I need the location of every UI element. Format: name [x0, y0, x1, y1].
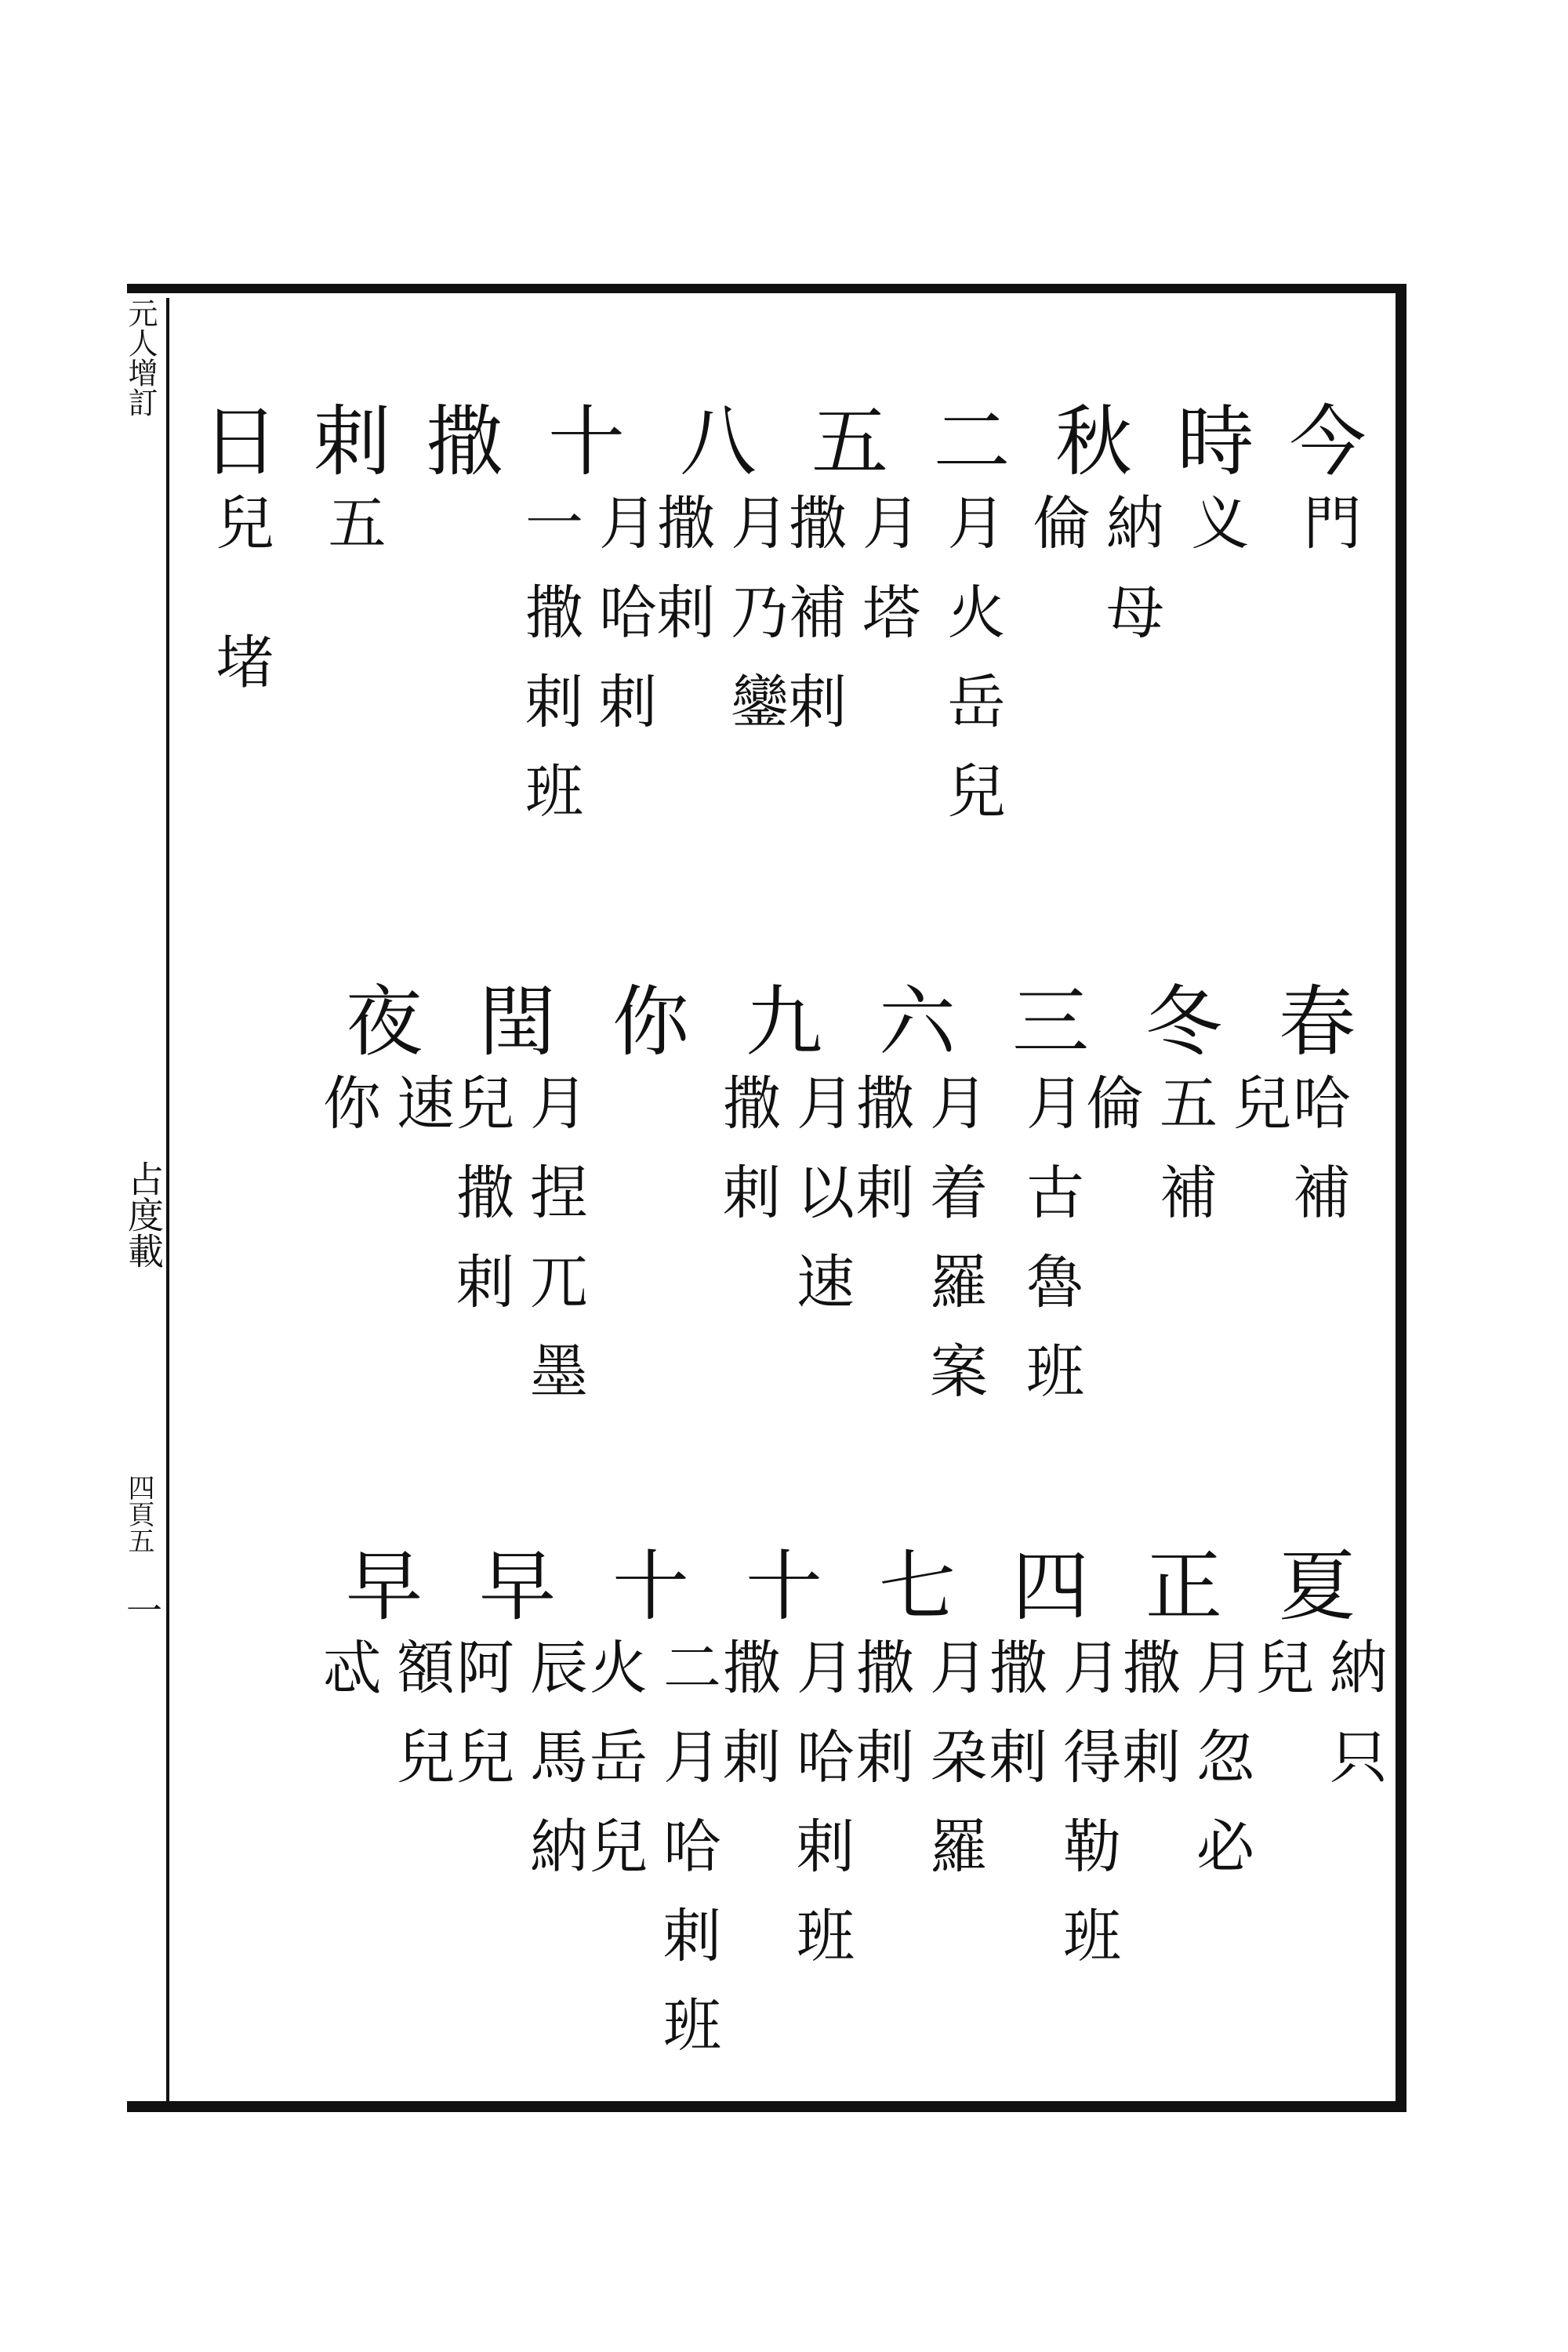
margin-page-number: 四頁五 — [123, 1474, 154, 1554]
transliteration-text: 納母 — [1097, 492, 1164, 671]
term-headword: 十 — [745, 1542, 822, 1632]
transliteration-group — [314, 1637, 455, 1816]
term-headword: 冬 — [1145, 978, 1222, 1067]
term-column — [1247, 1537, 1388, 2085]
transliteration-text: 你 — [314, 1073, 381, 1162]
term-column — [779, 392, 920, 988]
term-column — [584, 972, 717, 1521]
term-column — [847, 1537, 988, 2085]
transliteration-group — [1017, 1073, 1084, 1430]
transliteration-text: 月以速 — [787, 1073, 855, 1341]
transliteration-text: 撒剌 — [980, 1637, 1047, 1816]
term-headword: 十 — [547, 397, 625, 487]
transliteration-text: 撒剌 — [1113, 1637, 1181, 1816]
transliteration-text: 撒剌 — [847, 1073, 914, 1251]
term-headword: 正 — [1145, 1542, 1222, 1632]
term-column — [447, 1537, 588, 2085]
term-headword: 早 — [345, 1542, 423, 1632]
term-column — [1250, 972, 1384, 1521]
transliteration-text: 月乃鑾 — [721, 492, 789, 760]
term-headword: 日 — [201, 397, 279, 487]
transliteration-group — [318, 492, 387, 582]
transliteration-text: 倫 — [1023, 492, 1091, 582]
transliteration-group — [1283, 1073, 1351, 1251]
transliteration-text: 阿兒 — [447, 1637, 514, 1816]
transliteration-text: 火岳兒 — [580, 1637, 648, 1905]
transliteration-text: 兒 堵 — [206, 492, 274, 721]
transliteration-text: 忒 — [314, 1637, 381, 1726]
term-column — [980, 1537, 1121, 2085]
margin-strip — [118, 298, 172, 2101]
transliteration-text: 門 — [1294, 492, 1362, 582]
term-headword: 閏 — [478, 978, 556, 1067]
transliteration-text: 月火岳兒 — [938, 492, 1006, 850]
transliteration-text: 二月哈剌班 — [654, 1637, 721, 2084]
transliteration-text: 納只 — [1320, 1637, 1388, 1816]
transliteration-group — [847, 1637, 988, 1905]
term-column — [847, 972, 988, 1521]
term-column — [1076, 972, 1291, 1521]
transliteration-text: 月古魯班 — [1017, 1073, 1084, 1430]
transliteration-text: 撒剌 — [847, 1637, 914, 1816]
transliteration-group — [1181, 492, 1250, 582]
term-headword: 五 — [811, 397, 888, 487]
transliteration-text: 辰馬納 — [521, 1637, 588, 1905]
transliteration-group — [1023, 492, 1164, 671]
term-column — [916, 392, 1028, 988]
transliteration-group — [938, 492, 1006, 850]
margin-chapter: 占度載 — [122, 1160, 165, 1269]
entry-block-1 — [184, 392, 1384, 988]
term-headword: 二 — [933, 397, 1011, 487]
transliteration-group — [447, 1073, 588, 1430]
term-column — [447, 972, 588, 1521]
term-headword: 今 — [1289, 397, 1367, 487]
margin-mark: 一 — [121, 1592, 163, 1628]
transliteration-group — [447, 1637, 588, 1905]
transliteration-text: 兒 — [1247, 1637, 1314, 1726]
transliteration-group — [847, 1073, 988, 1430]
transliteration-group — [516, 492, 657, 850]
term-column — [314, 1537, 455, 2085]
term-column — [314, 972, 455, 1521]
transliteration-text: 撒剌 — [648, 492, 715, 671]
transliteration-group — [1113, 1637, 1254, 1905]
term-column — [580, 1537, 721, 2085]
term-column — [648, 392, 789, 988]
transliteration-text: 月得勒班 — [1054, 1637, 1121, 1994]
term-headword: 六 — [878, 978, 956, 1067]
transliteration-group — [713, 1073, 855, 1341]
term-headword: 九 — [745, 978, 822, 1067]
term-column — [1272, 392, 1384, 988]
entry-block-3 — [184, 1537, 1388, 2085]
term-column — [408, 392, 521, 988]
entry-block-2 — [184, 972, 1384, 1521]
term-column — [1113, 1537, 1254, 2085]
term-column — [184, 392, 296, 988]
margin-title: 元人增訂 — [123, 298, 158, 417]
term-headword: 八 — [679, 397, 757, 487]
transliteration-group — [980, 1637, 1121, 1994]
transliteration-group — [314, 1073, 455, 1162]
transliteration-text: 撒剌 — [713, 1073, 781, 1251]
transliteration-group — [206, 492, 274, 721]
term-column — [296, 392, 408, 988]
transliteration-text: 額兒 — [387, 1637, 455, 1816]
transliteration-text: 月塔 — [853, 492, 920, 671]
transliteration-text: 倫 — [1076, 1073, 1144, 1162]
term-headword: 早 — [478, 1542, 556, 1632]
transliteration-text: 兒撒剌 — [447, 1073, 514, 1341]
term-headword: 七 — [878, 1542, 956, 1632]
transliteration-text: 哈補 — [1283, 1073, 1351, 1251]
term-column — [516, 392, 657, 988]
transliteration-group — [1247, 1637, 1388, 1816]
term-headword: 十 — [612, 1542, 689, 1632]
term-headword: 剌 — [314, 397, 391, 487]
transliteration-text: 月哈剌班 — [787, 1637, 855, 1994]
term-headword: 四 — [1011, 1542, 1089, 1632]
transliteration-text: 兒 — [1224, 1073, 1291, 1162]
term-headword: 夏 — [1278, 1542, 1356, 1632]
transliteration-text: 撒剌 — [713, 1637, 781, 1816]
term-column — [713, 1537, 855, 2085]
transliteration-text: 撒補剌 — [779, 492, 847, 760]
transliteration-group — [1294, 492, 1362, 582]
term-headword: 春 — [1278, 978, 1356, 1067]
transliteration-text: 月朶羅 — [920, 1637, 988, 1905]
transliteration-text: 月着羅案 — [920, 1073, 988, 1430]
term-headword: 夜 — [345, 978, 423, 1067]
transliteration-text: 义 — [1181, 492, 1250, 582]
transliteration-group — [648, 492, 789, 760]
transliteration-text: 月忽必 — [1187, 1637, 1254, 1905]
transliteration-group — [580, 1637, 721, 2084]
term-column — [1160, 392, 1272, 988]
term-headword: 三 — [1011, 978, 1089, 1067]
term-headword: 時 — [1177, 397, 1254, 487]
transliteration-text: 月哈剌 — [590, 492, 657, 760]
term-headword: 秋 — [1054, 397, 1132, 487]
transliteration-text: 五 — [318, 492, 387, 582]
term-headword: 你 — [612, 978, 689, 1067]
transliteration-text: 五補 — [1150, 1073, 1218, 1251]
term-headword: 撒 — [426, 397, 503, 487]
transliteration-group — [713, 1637, 855, 1994]
term-column — [713, 972, 855, 1521]
transliteration-text: 一撒剌班 — [516, 492, 583, 850]
transliteration-group — [779, 492, 920, 760]
term-column — [1023, 392, 1164, 988]
transliteration-text: 速 — [387, 1073, 455, 1162]
transliteration-text: 月捏兀墨 — [521, 1073, 588, 1430]
